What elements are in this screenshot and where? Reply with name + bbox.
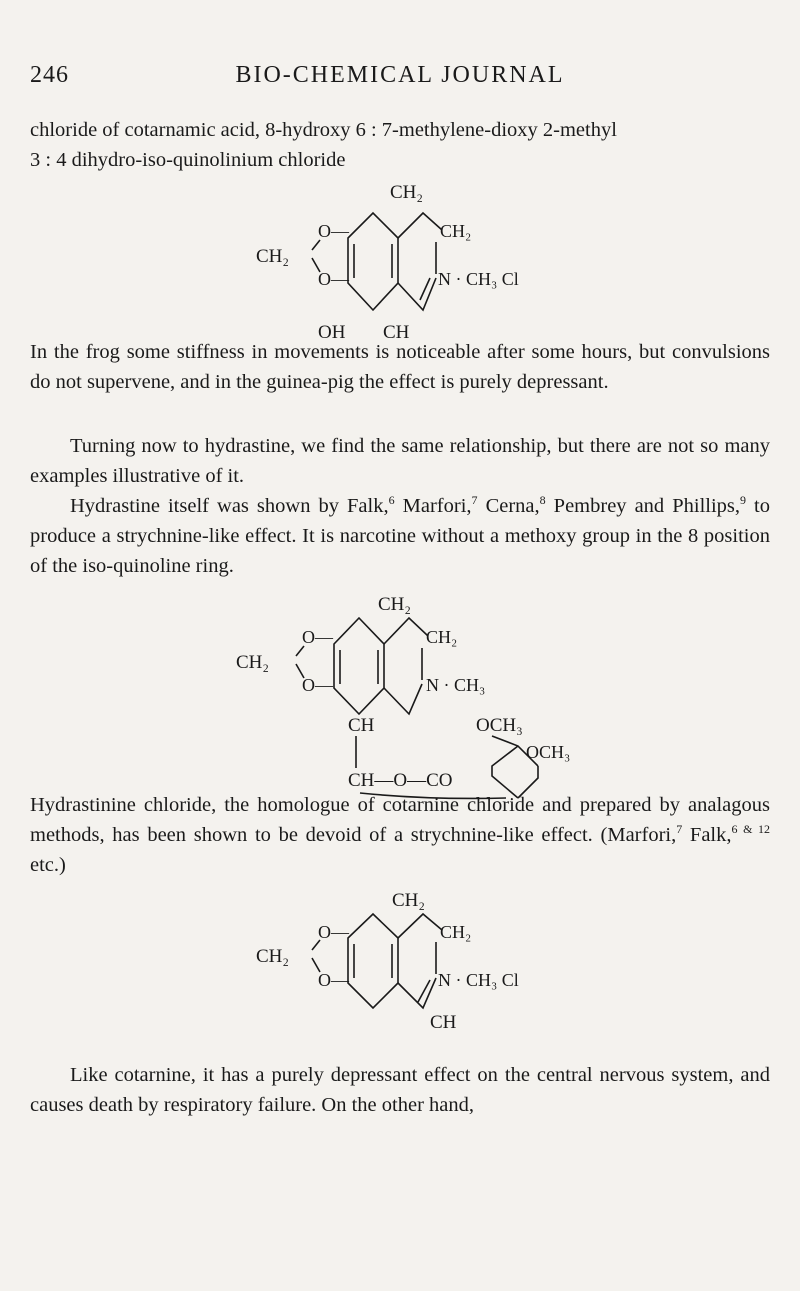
page-number: 246	[30, 62, 69, 88]
citation-superscript: 7	[676, 822, 683, 837]
text-line: chloride of cotarnamic acid, 8-hydroxy 6 : 7-methylene-dioxy 2-methyl	[30, 119, 617, 141]
paragraph-text: Hydrastinine chloride, the homologue of cotarnine chloride and prepared by analagous methods, has been shown to be devoid of a strychnine-like effect. (Marfori,	[30, 794, 770, 846]
paragraph-text: Marfori,	[394, 495, 472, 517]
formula-label: OH	[318, 322, 346, 343]
formula-label: CH₂	[426, 627, 458, 647]
paragraph-text: In the frog some stiffness in movements is noticeable after some hours, but convulsions do not supervene, and in the guinea-pig the effect is purely depressant.	[30, 341, 770, 393]
bond-lines	[312, 940, 320, 972]
citation-superscript: 7	[471, 493, 478, 508]
paragraph	[30, 790, 770, 880]
formula-label: CH₂	[378, 594, 412, 615]
ring-inner-bonds	[354, 244, 392, 278]
formula-label: CH	[348, 715, 375, 736]
paragraph-text: Falk,	[682, 824, 732, 846]
formula-label: CH₂	[256, 946, 290, 967]
paragraph-text: Pembrey and Phillips,	[545, 495, 741, 517]
paragraph-text: Turning now to hydrastine, we find the same relationship, but there are not so many examples illustrative of it.	[30, 435, 770, 487]
paragraph	[30, 1060, 770, 1120]
formula-label: O—	[302, 627, 333, 647]
page-header	[30, 62, 770, 98]
citation-superscript: 9	[740, 493, 747, 508]
formula-label: O—	[302, 675, 333, 695]
formula-label: CH₂	[256, 246, 290, 267]
paragraph-text: Hydrastine itself was shown by Falk,	[70, 495, 389, 517]
structural-formula-2	[230, 588, 590, 791]
structural-formula-3	[250, 888, 580, 1038]
paragraph-text: etc.)	[30, 854, 66, 876]
paragraph	[30, 431, 770, 491]
paragraph-continuation	[30, 115, 770, 175]
paragraph	[30, 337, 770, 397]
formula-label: CH₂	[440, 221, 472, 241]
formula-label: OCH₃	[526, 742, 571, 762]
double-bond	[418, 980, 430, 1002]
formula-label: O—	[318, 922, 349, 942]
ring-inner-bonds	[340, 650, 378, 684]
citation-superscript: 8	[539, 493, 546, 508]
text-line: 3 : 4 dihydro-iso-quinolinium chloride	[30, 149, 346, 171]
paragraph	[30, 491, 770, 581]
formula-label: CH—O—CO	[348, 770, 453, 791]
formula-label: O—	[318, 970, 349, 990]
formula-label: N · CH₃ Cl	[438, 269, 519, 289]
formula-label: N · CH₃	[426, 675, 486, 695]
bond-lines	[296, 646, 304, 678]
formula-label: CH₂	[440, 922, 472, 942]
citation-superscript: 6 & 12	[731, 822, 770, 837]
ring-inner-bonds	[354, 944, 392, 978]
paragraph-text: to produce a strychnine-like effect. It is narcotine without a methoxy group in the 8 position of the iso-quinoline ring.	[30, 495, 770, 577]
formula-label: N · CH₃ Cl	[438, 970, 519, 990]
bond-lines	[312, 240, 320, 272]
benzene-ring	[334, 618, 384, 714]
formula-label: OCH₃	[476, 715, 523, 736]
paragraph-text: Like cotarnine, it has a purely depressant effect on the central nervous system, and causes death by respiratory failure. On the other hand,	[30, 1064, 770, 1116]
formula-label: CH	[383, 322, 410, 343]
formula-label: CH	[430, 1012, 457, 1033]
formula-label: O—	[318, 221, 349, 241]
formula-label: O—	[318, 269, 349, 289]
formula-label: CH₂	[390, 182, 424, 203]
running-title: BIO-CHEMICAL JOURNAL	[235, 62, 565, 88]
paragraph-text: Cerna,	[477, 495, 540, 517]
formula-label: CH₂	[236, 652, 270, 673]
benzene-ring	[348, 213, 398, 310]
citation-superscript: 6	[388, 493, 395, 508]
formula-label: CH₂	[392, 890, 426, 911]
benzene-ring	[348, 914, 398, 1008]
